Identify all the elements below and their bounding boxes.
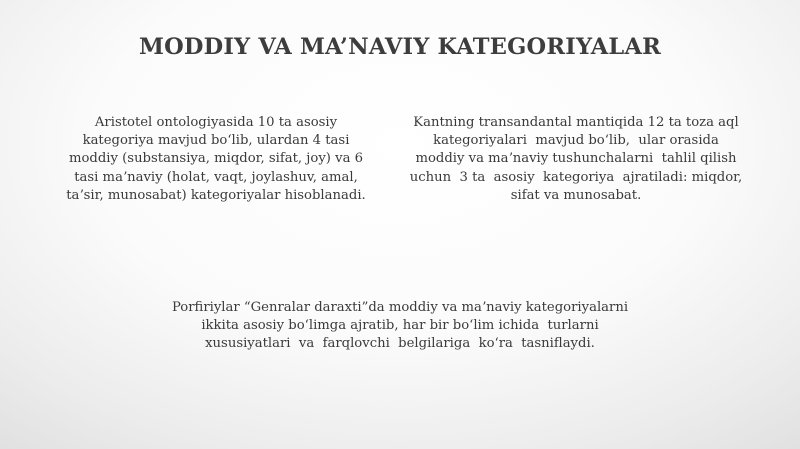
bottom-paragraph-line: Porfiriylar “Genralar daraxti”da moddiy va maʼnaviy kategoriyalarni xyxy=(171,300,629,315)
right-paragraph-line: sifat va munosabat. xyxy=(510,187,642,203)
right-paragraph xyxy=(392,114,760,205)
left-paragraph-line: Aristotel ontologiyasida 10 ta asosiy xyxy=(94,115,338,130)
left-paragraph xyxy=(40,114,392,205)
left-paragraph-line: taʼsir, munosabat) kategoriyalar hisoblanadi. xyxy=(66,187,366,203)
right-paragraph-line: uchun 3 ta asosiy kategoriya ajratiladi: miqdor, xyxy=(409,169,743,185)
slide-title: MODDIY VA MA’NAVIY KATEGORIYALAR xyxy=(139,34,661,60)
bottom-paragraph xyxy=(90,299,710,354)
left-paragraph-line: tasi maʼnaviy (holat, vaqt, joylashuv, amal, xyxy=(74,169,358,185)
right-paragraph-line: kategoriyalari mavjud boʻlib, ular orasida xyxy=(433,133,719,149)
left-paragraph-line: moddiy (substansiya, miqdor, sifat, joy) va 6 xyxy=(68,151,364,167)
left-paragraph-line: kategoriya mavjud boʻlib, ulardan 4 tasi xyxy=(82,133,350,149)
right-paragraph-line: moddiy va maʼnaviy tushunchalarni tahlil qilish xyxy=(415,151,737,167)
bottom-paragraph-line: xususiyatlari va farqlovchi belgilariga koʻra tasniflaydi. xyxy=(205,336,595,352)
bottom-paragraph-line: ikkita asosiy boʻlimga ajratib, har bir boʻlim ichida turlarni xyxy=(201,318,599,334)
right-paragraph-line: Kantning transandantal mantiqida 12 ta toza aql xyxy=(413,115,739,130)
